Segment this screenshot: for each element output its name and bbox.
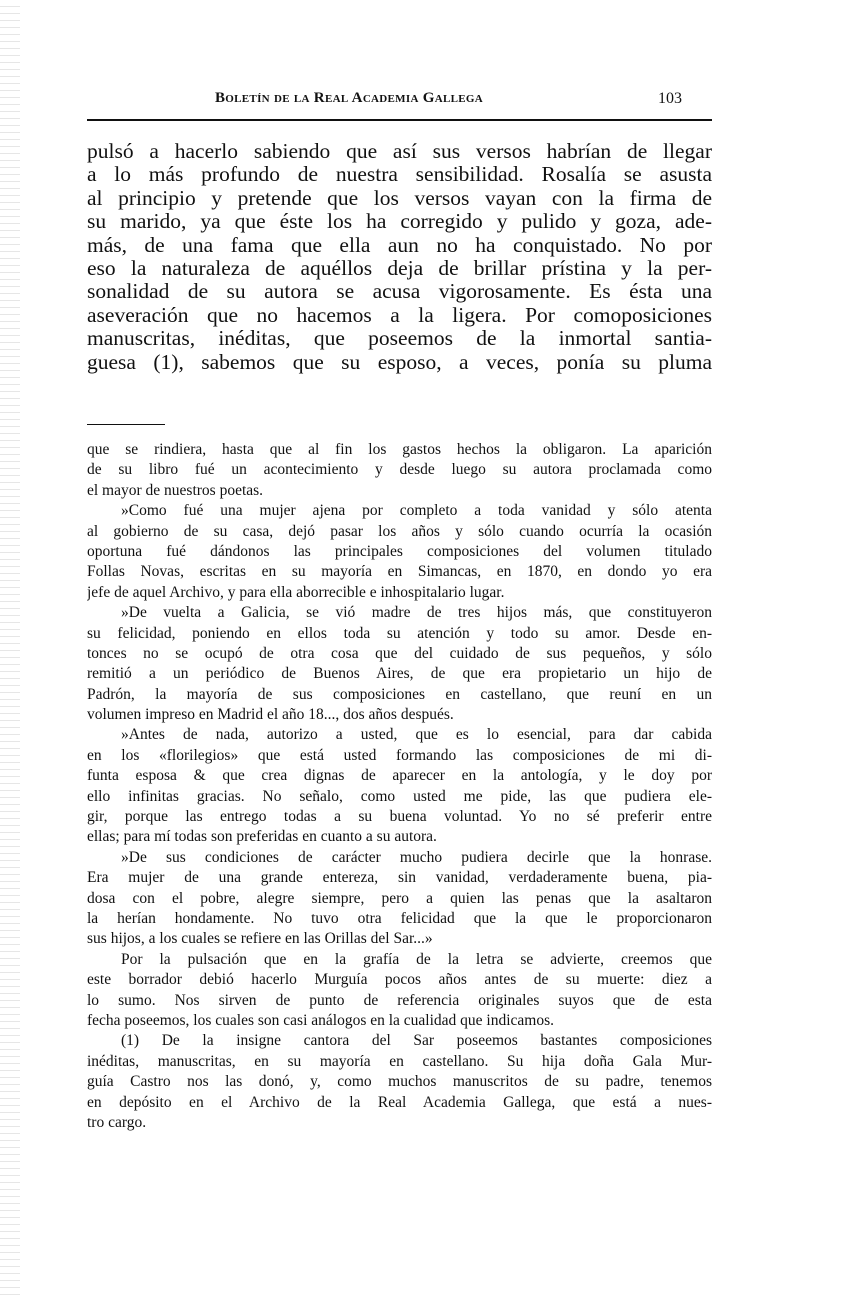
text-line: remitió a un periódico de Buenos Aires, de que era propietario un hijo de [87, 665, 712, 683]
text-line: su marido, ya que éste los ha corregido y pulido y goza, ade- [87, 210, 712, 234]
paragraph [87, 950, 712, 1032]
text-line: Era mujer de una grande entereza, sin vanidad, verdaderamente buena, pia- [87, 869, 712, 887]
text-line: fecha poseemos, los cuales son casi análogos en la cualidad que indicamos. [87, 1011, 555, 1029]
text-line: en depósito en el Archivo de la Real Academia Gallega, que está a nues- [87, 1093, 712, 1111]
text-line: Follas Novas, escritas en su mayoría en Simancas, en 1870, en dondo yo era [87, 563, 712, 581]
text-line: gir, porque las entrego todas a su buena voluntad. Yo no sé preferir entre [87, 808, 712, 826]
text-line: aseveración que no hacemos a la ligera. Por comoposiciones [87, 303, 712, 327]
main-text [87, 140, 712, 374]
text-line: en los «florilegios» que está usted formando las composiciones de mi di- [87, 746, 712, 764]
text-line: inéditas, manuscritas, en su mayoría en castellano. Su hija doña Gala Mur- [87, 1052, 712, 1070]
text-line: ello infinitas gracias. No señalo, como usted me pide, las que pudiera ele- [87, 787, 712, 805]
text-line: a lo más profundo de nuestra sensibilidad. Rosalía se asusta [87, 163, 712, 187]
text-line: »De vuelta a Galicia, se vió madre de tres hijos más, que constituyeron [121, 604, 712, 622]
text-line: al gobierno de su casa, dejó pasar los años y sólo cuando ocurría la ocasión [87, 522, 712, 540]
text-line: que se rindiera, hasta que al fin los gastos hechos la obligaron. La aparición [87, 441, 712, 458]
paragraph [87, 848, 712, 950]
paragraph [87, 725, 712, 847]
header-rule [87, 119, 712, 121]
text-line: más, de una fama que ella aun no ha conquistado. No por [87, 233, 712, 257]
text-line: pulsó a hacerlo sabiendo que así sus versos habrían de llegar [87, 140, 712, 163]
text-line: de su libro fué un acontecimiento y desde luego su autora proclamada como [87, 461, 712, 479]
text-line: al principio y pretende que los versos vayan con la firma de [87, 186, 712, 210]
text-line: su felicidad, poniendo en ellos toda su atención y todo su amor. Desde en- [87, 624, 712, 642]
text-line: eso la naturaleza de aquéllos deja de brillar prístina y la per- [87, 256, 712, 280]
text-line: sus hijos, a los cuales se refiere en las Orillas del Sar...» [87, 930, 433, 948]
text-line: »De sus condiciones de carácter mucho pudiera decirle que la honrase. [121, 848, 712, 866]
text-line: lo sumo. Nos sirven de punto de referencia originales suyos que de esta [87, 991, 712, 1009]
text-line: Por la pulsación que en la grafía de la letra se advierte, creemos que [121, 950, 712, 968]
text-line: la herían hondamente. No tuvo otra felicidad que la que le proporcionaron [87, 909, 712, 927]
paragraph [87, 603, 712, 725]
text-line: tonces no se ocupó de otra cosa que del cuidado de sus pequeños, y sólo [87, 644, 712, 662]
text-line: jefe de aquel Archivo, y para ella aborrecible e inhospitalario lugar. [87, 583, 505, 601]
text-line: el mayor de nuestros poetas. [87, 481, 264, 499]
footnote-text [87, 440, 712, 1133]
text-line: »Como fué una mujer ajena por completo a toda vanidad y sólo atenta [121, 502, 712, 520]
text-line: guía Castro nos las donó, y, como muchos manuscritos de su padre, tenemos [87, 1073, 712, 1091]
text-line: oportuna fué dándonos las principales composiciones del volumen titulado [87, 542, 712, 560]
text-line: guesa (1), sabemos que su esposo, a veces, ponía su pluma [87, 350, 712, 374]
text-line: sonalidad de su autora se acusa vigorosamente. Es ésta una [87, 280, 712, 304]
text-line: (1) De la insigne cantora del Sar poseemos bastantes composiciones [121, 1032, 712, 1050]
page-number: 103 [658, 90, 682, 107]
text-line: funta esposa & que crea dignas de aparecer en la antología, y le doy por [87, 767, 712, 785]
text-line: dosa con el pobre, alegre siempre, pero a quien las penas que la asaltaron [87, 889, 712, 907]
page-header [87, 90, 712, 114]
scan-edge-artifact [0, 0, 20, 1295]
text-line: volumen impreso en Madrid el año 18..., dos años después. [87, 706, 454, 724]
text-line: este borrador debió hacerlo Murguía pocos años antes de su muerte: diez a [87, 971, 712, 989]
paragraph [87, 140, 712, 374]
paragraph [87, 440, 712, 501]
running-title: Boletín de la Real Academia Gallega [215, 90, 483, 106]
footnote-rule [87, 424, 165, 425]
text-line: tro cargo. [87, 1113, 147, 1131]
text-line: »Antes de nada, autorizo a usted, que es lo esencial, para dar cabida [121, 726, 712, 744]
text-line: Padrón, la mayoría de sus composiciones en castellano, que reuní en un [87, 685, 712, 703]
text-line: ellas; para mí todas son preferidas en cuanto a su autora. [87, 828, 437, 846]
text-line: manuscritas, inéditas, que poseemos de la inmortal santia- [87, 327, 712, 351]
paragraph [87, 1031, 712, 1133]
paragraph [87, 501, 712, 603]
